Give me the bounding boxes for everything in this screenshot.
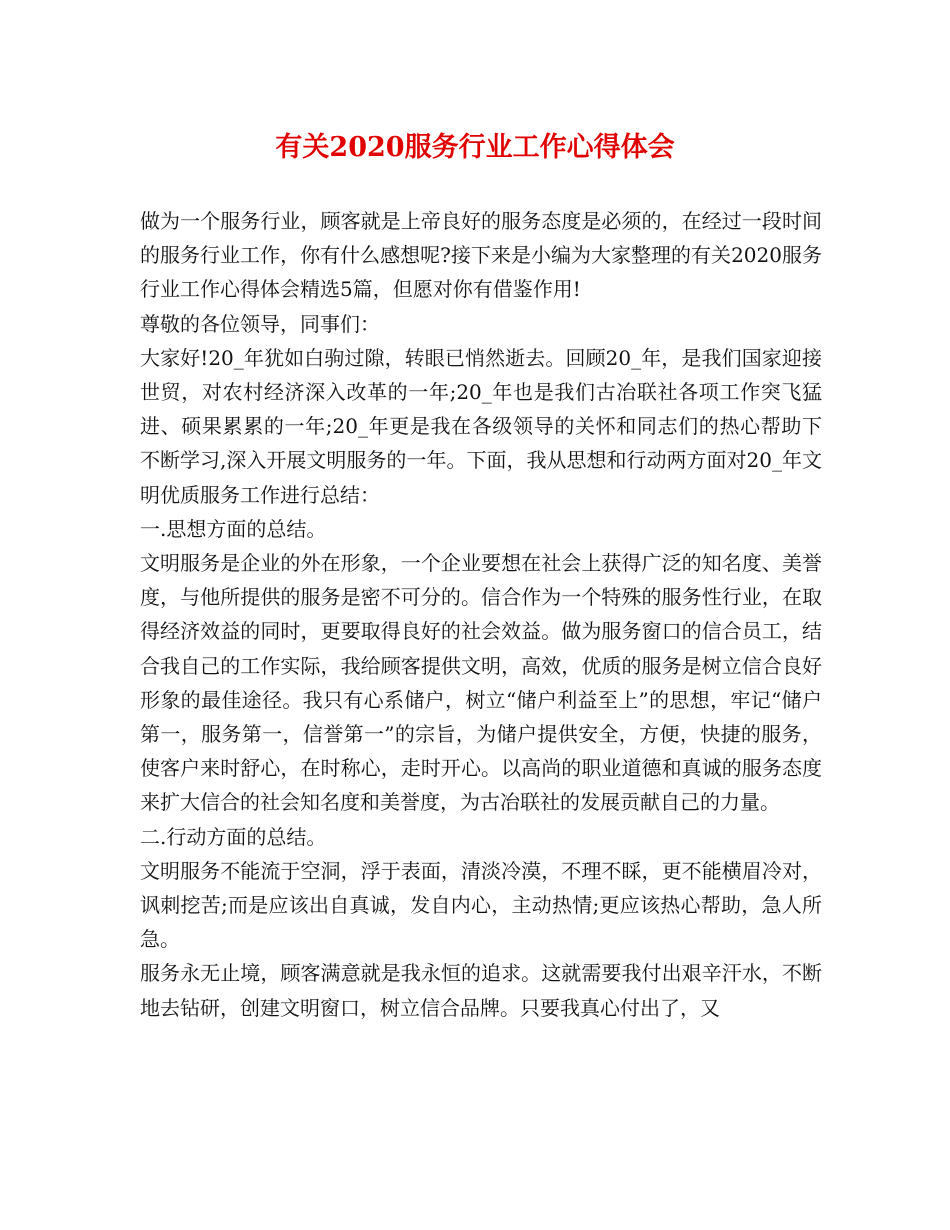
intro-paragraph: 做为一个服务行业，顾客就是上帝良好的服务态度是必须的，在经过一段时间的服务行业工作，你有什么感想呢?接下来是小编为大家整理的有关2020服务行业工作心得体会精选5篇，但愿对你有借鉴作用! [140, 209, 822, 302]
service-paragraph: 服务永无止境，顾客满意就是我永恒的追求。这就需要我付出艰辛汗水，不断地去钻研，创建文明窗口，树立信合品牌。只要我真心付出了，又 [140, 961, 822, 1020]
action-paragraph: 文明服务不能流于空洞，浮于表面，清淡冷漠，不理不睬，更不能横眉冷对，讽刺挖苦;而是应该出自真诚，发自内心，主动热情;更应该热心帮助，急人所急。 [140, 858, 822, 952]
document-title: 有关2020服务行业工作心得体会 [275, 132, 675, 163]
section-heading-thought: 一.思想方面的总结。 [140, 516, 327, 541]
salutation: 尊敬的各位领导，同事们： [140, 311, 380, 336]
review-paragraph: 大家好!20_年犹如白驹过隙，转眼已悄然逝去。回顾20_年，是我们国家迎接世贸，对农村经济深入改革的一年;20_年也是我们古冶联社各项工作突飞猛进、硕果累累的一年;20_年更是我在各级领导的关怀和同志们的热心帮助下不断学习,深入开展文明服务的一年。下面，我从思想和行动两方面对20_年文明优质服务工作进行总结： [140, 345, 822, 507]
section-heading-action: 二.行动方面的总结。 [140, 824, 327, 849]
document-body [140, 204, 822, 1025]
thought-paragraph: 文明服务是企业的外在形象，一个企业要想在社会上获得广泛的知名度、美誉度，与他所提供的服务是密不可分的。信合作为一个特殊的服务性行业，在取得经济效益的同时，更要取得良好的社会效益。做为服务窗口的信合员工，结合我自己的工作实际，我给顾客提供文明，高效，优质的服务是树立信合良好形象的最佳途径。我只有心系储户，树立“储户利益至上”的思想，牢记“储户第一，服务第一，信誉第一”的宗旨，为储户提供安全，方便，快捷的服务，使客户来时舒心，在时称心，走时开心。以高尚的职业道德和真诚的服务态度来扩大信合的社会知名度和美誉度，为古冶联社的发展贡献自己的力量。 [140, 551, 822, 815]
